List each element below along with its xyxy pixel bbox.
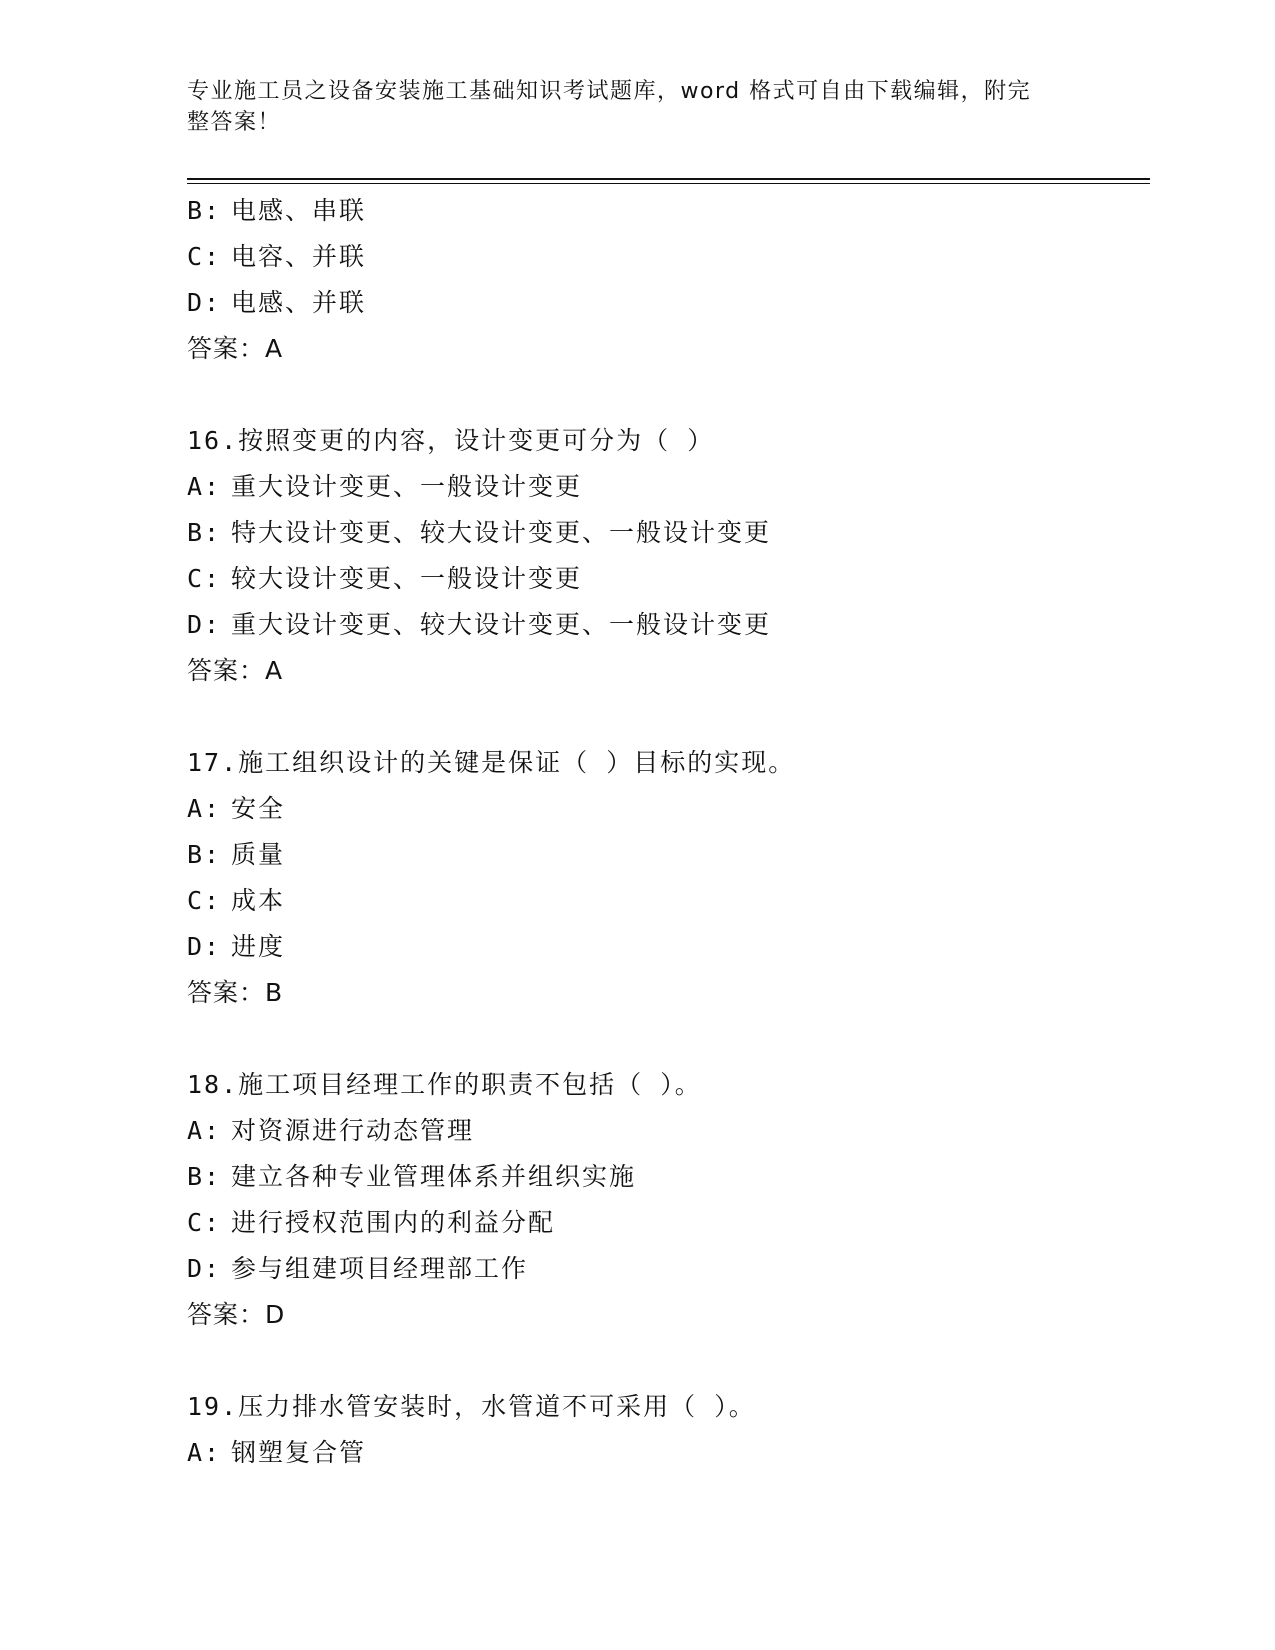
option-b bbox=[187, 1154, 1150, 1200]
header-line-2: 整答案！ bbox=[187, 110, 282, 135]
option-label: B: bbox=[187, 518, 222, 547]
question-stem bbox=[187, 418, 1150, 464]
option-text: 建立各种专业管理体系并组织实施 bbox=[231, 1162, 637, 1191]
option-label: C: bbox=[187, 564, 222, 593]
option-label: C: bbox=[187, 886, 222, 915]
answer-line: 答案：B bbox=[187, 978, 284, 1007]
question-stem bbox=[187, 1062, 1150, 1108]
header-line-1: 专业施工员之设备安装施工基础知识考试题库，word 格式可自由下载编辑，附完 bbox=[187, 79, 1032, 104]
option-label: B: bbox=[187, 840, 222, 869]
question-stem bbox=[187, 1384, 1150, 1430]
option-b bbox=[187, 510, 1150, 556]
spacer bbox=[187, 1338, 1150, 1384]
question-stem bbox=[187, 740, 1150, 786]
option-label: D: bbox=[187, 1254, 222, 1283]
option-text: 参与组建项目经理部工作 bbox=[231, 1254, 529, 1283]
option-d bbox=[187, 924, 1150, 970]
option-label: A: bbox=[187, 794, 222, 823]
option-a bbox=[187, 1430, 1150, 1476]
question-number: 19. bbox=[187, 1392, 239, 1421]
option-text: 重大设计变更、一般设计变更 bbox=[231, 472, 583, 501]
header-divider-thin bbox=[187, 183, 1150, 184]
option-d bbox=[187, 280, 1150, 326]
question-text: 施工组织设计的关键是保证（ ）目标的实现。 bbox=[238, 748, 796, 777]
option-label: A: bbox=[187, 1438, 222, 1467]
option-text: 进行授权范围内的利益分配 bbox=[231, 1208, 556, 1237]
option-c bbox=[187, 234, 1150, 280]
question-text: 按照变更的内容，设计变更可分为（ ） bbox=[238, 426, 715, 455]
option-text: 电容、并联 bbox=[231, 242, 367, 271]
option-label: D: bbox=[187, 288, 222, 317]
document-header bbox=[187, 76, 1077, 138]
option-text: 成本 bbox=[231, 886, 286, 915]
option-text: 特大设计变更、较大设计变更、一般设计变更 bbox=[231, 518, 772, 547]
option-a bbox=[187, 1108, 1150, 1154]
option-label: C: bbox=[187, 1208, 222, 1237]
option-d bbox=[187, 1246, 1150, 1292]
question-17 bbox=[187, 740, 1150, 1016]
option-label: B: bbox=[187, 1162, 222, 1191]
question-text: 压力排水管安装时，水管道不可采用（ ）。 bbox=[238, 1392, 756, 1421]
header-divider-thick bbox=[187, 178, 1150, 180]
option-c bbox=[187, 1200, 1150, 1246]
option-a bbox=[187, 786, 1150, 832]
option-label: A: bbox=[187, 472, 222, 501]
option-text: 较大设计变更、一般设计变更 bbox=[231, 564, 583, 593]
question-text: 施工项目经理工作的职责不包括（ ）。 bbox=[238, 1070, 702, 1099]
spacer bbox=[187, 1016, 1150, 1062]
spacer bbox=[187, 694, 1150, 740]
option-b bbox=[187, 188, 1150, 234]
question-15-continued bbox=[187, 188, 1150, 372]
option-text: 重大设计变更、较大设计变更、一般设计变更 bbox=[231, 610, 772, 639]
answer-line: 答案：A bbox=[187, 656, 284, 685]
option-label: A: bbox=[187, 1116, 222, 1145]
question-18 bbox=[187, 1062, 1150, 1338]
option-b bbox=[187, 832, 1150, 878]
option-text: 对资源进行动态管理 bbox=[231, 1116, 475, 1145]
option-d bbox=[187, 602, 1150, 648]
question-19 bbox=[187, 1384, 1150, 1476]
option-label: C: bbox=[187, 242, 222, 271]
spacer bbox=[187, 372, 1150, 418]
answer-line: 答案：D bbox=[187, 1300, 286, 1329]
question-number: 16. bbox=[187, 426, 239, 455]
answer-line: 答案：A bbox=[187, 334, 284, 363]
option-text: 电感、串联 bbox=[231, 196, 367, 225]
option-a bbox=[187, 464, 1150, 510]
question-number: 18. bbox=[187, 1070, 239, 1099]
option-label: B: bbox=[187, 196, 222, 225]
question-number: 17. bbox=[187, 748, 239, 777]
question-list bbox=[187, 188, 1150, 1476]
question-16 bbox=[187, 418, 1150, 694]
option-text: 钢塑复合管 bbox=[231, 1438, 367, 1467]
option-c bbox=[187, 878, 1150, 924]
option-text: 安全 bbox=[231, 794, 286, 823]
option-c bbox=[187, 556, 1150, 602]
option-text: 电感、并联 bbox=[231, 288, 367, 317]
option-label: D: bbox=[187, 932, 222, 961]
option-label: D: bbox=[187, 610, 222, 639]
option-text: 质量 bbox=[231, 840, 286, 869]
option-text: 进度 bbox=[231, 932, 286, 961]
